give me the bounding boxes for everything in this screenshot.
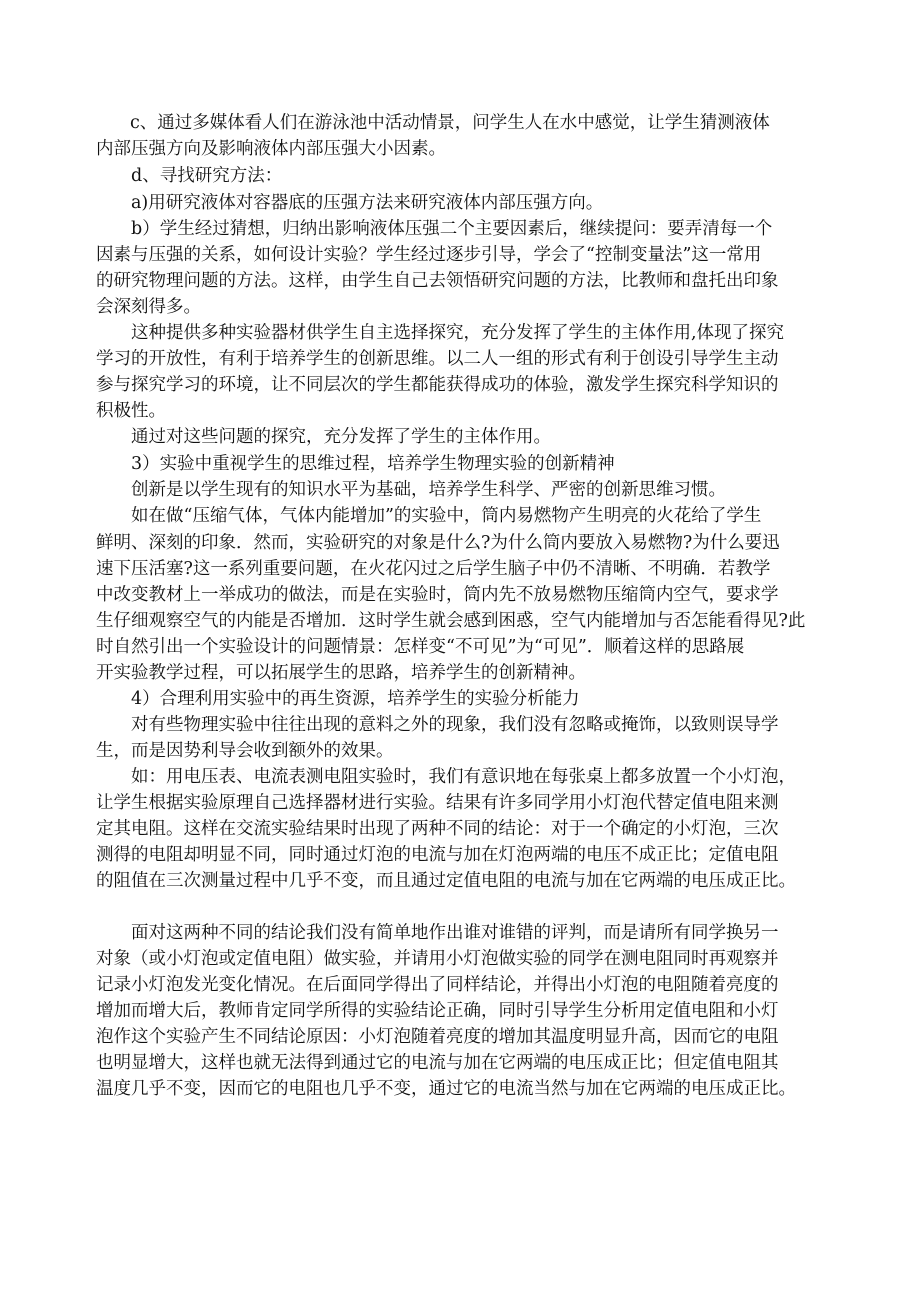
text-line: a)用研究液体对容器底的压强方法来研究液体内部压强方向。 [131,193,604,213]
text-line: b）学生经过猜想，归纳出影响液体压强二个主要因素后，继续提问：要弄清每一个 [131,219,773,239]
text-line: 鲜明、深刻的印象．然而，实验研究的对象是什么?为什么筒内要放入易燃物?为什么要迅 [96,533,780,553]
text-line: 内部压强方向及影响液体内部压强大小因素。 [96,139,446,159]
text-line: 的研究物理问题的方法。这样，由学生自己去领悟研究问题的方法，比教师和盘托出印象 [96,271,779,291]
text-line: 中改变教材上一举成功的做法，而是在实验时，筒内先不放易燃物压缩筒内空气，要求学 [96,585,779,605]
text-line: 4）合理利用实验中的再生资源，培养学生的实验分析能力 [131,689,580,709]
text-line: 面对这两种不同的结论我们没有简单地作出谁对谁错的评判，而是请所有同学换另一 [131,923,779,943]
text-line: 参与探究学习的环境，让不同层次的学生都能获得成功的体验，激发学生探究科学知识的 [96,375,779,395]
text-line: 也明显增大，这样也就无法得到通过它的电流与加在它两端的电压成正比；但定值电阻其 [96,1053,779,1073]
text-line: 的阻值在三次测量过程中几乎不变，而且通过定值电阻的电流与加在它两端的电压成正比。 [96,871,796,891]
text-line: 对象（或小灯泡或定值电阻）做实验，并请用小灯泡做实验的同学在测电阻同时再观察并 [96,949,779,969]
text-line: 测得的电阻却明显不同，同时通过灯泡的电流与加在灯泡两端的电压不成正比；定值电阻 [96,845,779,865]
text-line: 增加而增大后，教师肯定同学所得的实验结论正确，同时引导学生分析用定值电阻和小灯 [96,1001,779,1021]
text-line: 生，而是因势利导会收到额外的效果。 [96,741,394,761]
text-line: 速下压活塞?这一系列重要问题，在火花闪过之后学生脑子中仍不清晰、不明确．若教学 [96,559,771,579]
text-line: 如在做“压缩气体，气体内能增加”的实验中，筒内易燃物产生明亮的火花给了学生 [131,506,762,526]
text-line: 学习的开放性，有利于培养学生的创新思维。以二人一组的形式有利于创设引导学生主动 [96,349,779,369]
text-line: c、通过多媒体看人们在游泳池中活动情景，问学生人在水中感觉，让学生猜测液体 [130,113,770,133]
text-line: 温度几乎不变，因而它的电阻也几乎不变，通过它的电流当然与加在它两端的电压成正比。 [96,1079,796,1099]
text-line: 生仔细观察空气的内能是否增加．这时学生就会感到困惑，空气内能增加与否怎能看得见?此 [96,611,806,631]
text-line: 3）实验中重视学生的思维过程，培养学生物理实验的创新精神 [131,454,615,474]
text-line: 时自然引出一个实验设计的问题情景：怎样变“不可见”为“可见”．顺着这样的思路展 [96,637,745,657]
text-line: 对有些物理实验中往往出现的意料之外的现象，我们没有忽略或掩饰，以致则误导学 [131,715,779,735]
text-line: 这种提供多种实验器材供学生自主选择探究，充分发挥了学生的主体作用,体现了探究 [131,323,785,343]
text-line: 记录小灯泡发光变化情况。在后面同学得出了同样结论，并得出小灯泡的电阻随着亮度的 [96,975,779,995]
text-line: 因素与压强的关系，如何设计实验？学生经过逐步引导，学会了“控制变量法”这一常用 [96,245,762,265]
text-line: d、寻找研究方法： [131,166,283,186]
text-line: 会深刻得多。 [96,297,201,317]
text-line: 泡作这个实验产生不同结论原因：小灯泡随着亮度的增加其温度明显升高，因而它的电阻 [96,1027,779,1047]
text-line: 定其电阻。这样在交流实验结果时出现了两种不同的结论：对于一个确定的小灯泡，三次 [96,819,779,839]
text-line: 创新是以学生现有的知识水平为基础，培养学生科学、严密的创新思维习惯。 [131,480,726,500]
text-line: 开实验教学过程，可以拓展学生的思路，培养学生的创新精神。 [96,663,586,683]
text-line: 积极性。 [96,401,166,421]
text-line: 如：用电压表、电流表测电阻实验时，我们有意识地在每张桌上都多放置一个小灯泡， [131,767,796,787]
text-line: 让学生根据实验原理自己选择器材进行实验。结果有许多同学用小灯泡代替定值电阻来测 [96,793,779,813]
text-line: 通过对这些问题的探究，充分发挥了学生的主体作用。 [131,427,551,447]
